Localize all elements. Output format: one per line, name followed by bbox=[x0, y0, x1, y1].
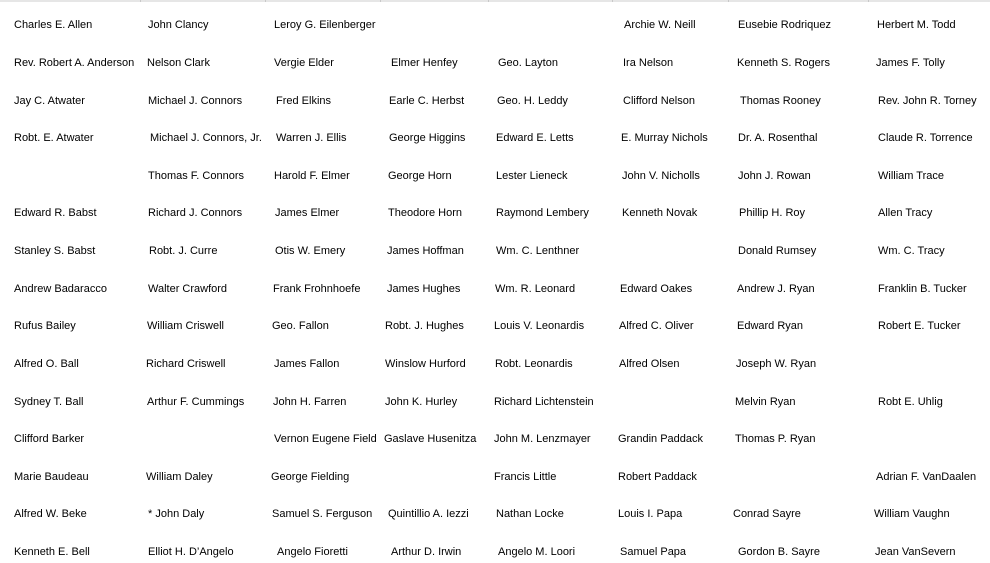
gridline-tick bbox=[140, 0, 141, 2]
roster-name: Robt. J. Curre bbox=[149, 245, 218, 257]
roster-name: Vergie Elder bbox=[274, 57, 334, 69]
roster-name: Edward R. Babst bbox=[14, 207, 97, 219]
roster-name: Gordon B. Sayre bbox=[738, 546, 820, 558]
roster-name: Allen Tracy bbox=[878, 207, 933, 219]
roster-name: Franklin B. Tucker bbox=[878, 283, 967, 295]
roster-name: Theodore Horn bbox=[388, 207, 462, 219]
gridline-tick bbox=[728, 0, 729, 2]
roster-name: William Vaughn bbox=[874, 508, 950, 520]
roster-name: Louis V. Leonardis bbox=[494, 320, 585, 332]
roster-name: Andrew J. Ryan bbox=[737, 283, 815, 295]
roster-name: Robt. Leonardis bbox=[495, 358, 573, 370]
roster-name: Donald Rumsey bbox=[738, 245, 817, 257]
gridline-tick bbox=[488, 0, 489, 2]
roster-name: Thomas P. Ryan bbox=[735, 433, 816, 445]
roster-name: Melvin Ryan bbox=[735, 396, 796, 408]
roster-name: Harold F. Elmer bbox=[274, 170, 350, 182]
roster-name: Angelo Fioretti bbox=[277, 546, 348, 558]
roster-name: Edward E. Letts bbox=[496, 132, 574, 144]
roster-name: Robert Paddack bbox=[618, 471, 697, 483]
roster-name: William Criswell bbox=[147, 320, 224, 332]
roster-name: Walter Crawford bbox=[148, 283, 228, 295]
roster-name: Conrad Sayre bbox=[733, 508, 801, 520]
roster-name: Jean VanSevern bbox=[875, 546, 956, 558]
roster-name: James F. Tolly bbox=[876, 57, 945, 69]
roster-name: Michael J. Connors bbox=[148, 95, 243, 107]
roster-name: Sydney T. Ball bbox=[14, 396, 84, 408]
roster-name: Elmer Henfey bbox=[391, 57, 458, 69]
roster-name: Vernon Eugene Field bbox=[274, 433, 377, 445]
roster-name: E. Murray Nichols bbox=[621, 132, 708, 144]
roster-name: Thomas Rooney bbox=[740, 95, 821, 107]
roster-name: Claude R. Torrence bbox=[878, 132, 973, 144]
roster-name: Otis W. Emery bbox=[275, 245, 346, 257]
roster-name: Nelson Clark bbox=[147, 57, 210, 69]
roster-name: Angelo M. Loori bbox=[498, 546, 576, 558]
roster-name: Andrew Badaracco bbox=[14, 283, 107, 295]
roster-name: Geo. Fallon bbox=[272, 320, 329, 332]
roster-name: Winslow Hurford bbox=[385, 358, 466, 370]
roster-name: Edward Ryan bbox=[737, 320, 804, 332]
roster-name: Eusebie Rodriquez bbox=[738, 19, 831, 31]
roster-name: Rufus Bailey bbox=[14, 320, 76, 332]
roster-name: Jay C. Atwater bbox=[14, 95, 85, 107]
roster-name: Joseph W. Ryan bbox=[736, 358, 817, 370]
roster-name: Charles E. Allen bbox=[14, 19, 93, 31]
roster-name: John V. Nicholls bbox=[622, 170, 700, 182]
roster-name: Frank Frohnhoefe bbox=[273, 283, 361, 295]
roster-name: Phillip H. Roy bbox=[739, 207, 806, 219]
roster-name: Kenneth Novak bbox=[622, 207, 698, 219]
roster-name: George Fielding bbox=[271, 471, 350, 483]
roster-name: Alfred W. Beke bbox=[14, 508, 87, 520]
roster-name: Louis I. Papa bbox=[618, 508, 683, 520]
roster-name: John J. Rowan bbox=[738, 170, 811, 182]
roster-name: George Higgins bbox=[389, 132, 466, 144]
roster-name: Nathan Locke bbox=[496, 508, 564, 520]
roster-name: Robt E. Uhlig bbox=[878, 396, 943, 408]
roster-name: Samuel Papa bbox=[620, 546, 687, 558]
roster-name: Adrian F. VanDaalen bbox=[876, 471, 977, 483]
roster-name: Robert E. Tucker bbox=[878, 320, 961, 332]
roster-name: Ira Nelson bbox=[623, 57, 674, 69]
roster-name: John Clancy bbox=[148, 19, 209, 31]
roster-name: * John Daly bbox=[148, 508, 205, 520]
roster-name: Archie W. Neill bbox=[624, 19, 696, 31]
roster-name: Dr. A. Rosenthal bbox=[738, 132, 818, 144]
roster-name: Richard Criswell bbox=[146, 358, 226, 370]
roster-name: Edward Oakes bbox=[620, 283, 693, 295]
roster-name: Fred Elkins bbox=[276, 95, 332, 107]
roster-name: Arthur F. Cummings bbox=[147, 396, 245, 408]
roster-name: James Elmer bbox=[275, 207, 340, 219]
roster-name: Robt. J. Hughes bbox=[385, 320, 464, 332]
roster-name: James Hughes bbox=[387, 283, 461, 295]
roster-name: Herbert M. Todd bbox=[877, 19, 956, 31]
roster-name: Clifford Barker bbox=[14, 433, 85, 445]
roster-name: Rev. John R. Torney bbox=[878, 95, 977, 107]
roster-name: Earle C. Herbst bbox=[389, 95, 465, 107]
roster-name: Alfred C. Oliver bbox=[619, 320, 694, 332]
roster-name: Francis Little bbox=[494, 471, 557, 483]
gridline-tick bbox=[612, 0, 613, 2]
roster-name: John H. Farren bbox=[273, 396, 347, 408]
roster-name: Raymond Lembery bbox=[496, 207, 589, 219]
gridline-tick bbox=[265, 0, 266, 2]
roster-name: Wm. C. Lenthner bbox=[496, 245, 580, 257]
roster-name: Alfred Olsen bbox=[619, 358, 680, 370]
roster-name: Leroy G. Eilenberger bbox=[274, 19, 376, 31]
roster-name: Rev. Robert A. Anderson bbox=[14, 57, 135, 69]
roster-name: James Hoffman bbox=[387, 245, 464, 257]
roster-name: James Fallon bbox=[274, 358, 340, 370]
roster-name: Stanley S. Babst bbox=[14, 245, 96, 257]
roster-name: Clifford Nelson bbox=[623, 95, 695, 107]
roster-name: John M. Lenzmayer bbox=[494, 433, 591, 445]
gridline-tick bbox=[868, 0, 869, 2]
roster-name: Kenneth S. Rogers bbox=[737, 57, 830, 69]
roster-name: Richard J. Connors bbox=[148, 207, 243, 219]
roster-name: William Trace bbox=[878, 170, 945, 182]
roster-name: Michael J. Connors, Jr. bbox=[150, 132, 262, 144]
roster-name: Marie Baudeau bbox=[14, 471, 89, 483]
roster-name: Grandin Paddack bbox=[618, 433, 703, 445]
roster-name: Thomas F. Connors bbox=[148, 170, 244, 182]
roster-name: John K. Hurley bbox=[385, 396, 458, 408]
roster-name: Kenneth E. Bell bbox=[14, 546, 90, 558]
roster-name: Warren J. Ellis bbox=[276, 132, 347, 144]
roster-name: Elliot H. D’Angelo bbox=[148, 546, 234, 558]
roster-name: George Horn bbox=[388, 170, 452, 182]
roster-name: Quintillio A. Iezzi bbox=[388, 508, 469, 520]
roster-name: Wm. R. Leonard bbox=[495, 283, 576, 295]
roster-name: Gaslave Husenitza bbox=[384, 433, 477, 445]
roster-name: Geo. H. Leddy bbox=[497, 95, 568, 107]
roster-name: Alfred O. Ball bbox=[14, 358, 79, 370]
roster-name: Samuel S. Ferguson bbox=[272, 508, 373, 520]
roster-name: Robt. E. Atwater bbox=[14, 132, 94, 144]
grid-top-border bbox=[0, 0, 990, 2]
roster-name: William Daley bbox=[146, 471, 213, 483]
roster-name: Wm. C. Tracy bbox=[878, 245, 945, 257]
gridline-tick bbox=[380, 0, 381, 2]
roster-name: Lester Lieneck bbox=[496, 170, 568, 182]
roster-name: Geo. Layton bbox=[498, 57, 558, 69]
roster-name: Arthur D. Irwin bbox=[391, 546, 462, 558]
roster-name: Richard Lichtenstein bbox=[494, 396, 594, 408]
